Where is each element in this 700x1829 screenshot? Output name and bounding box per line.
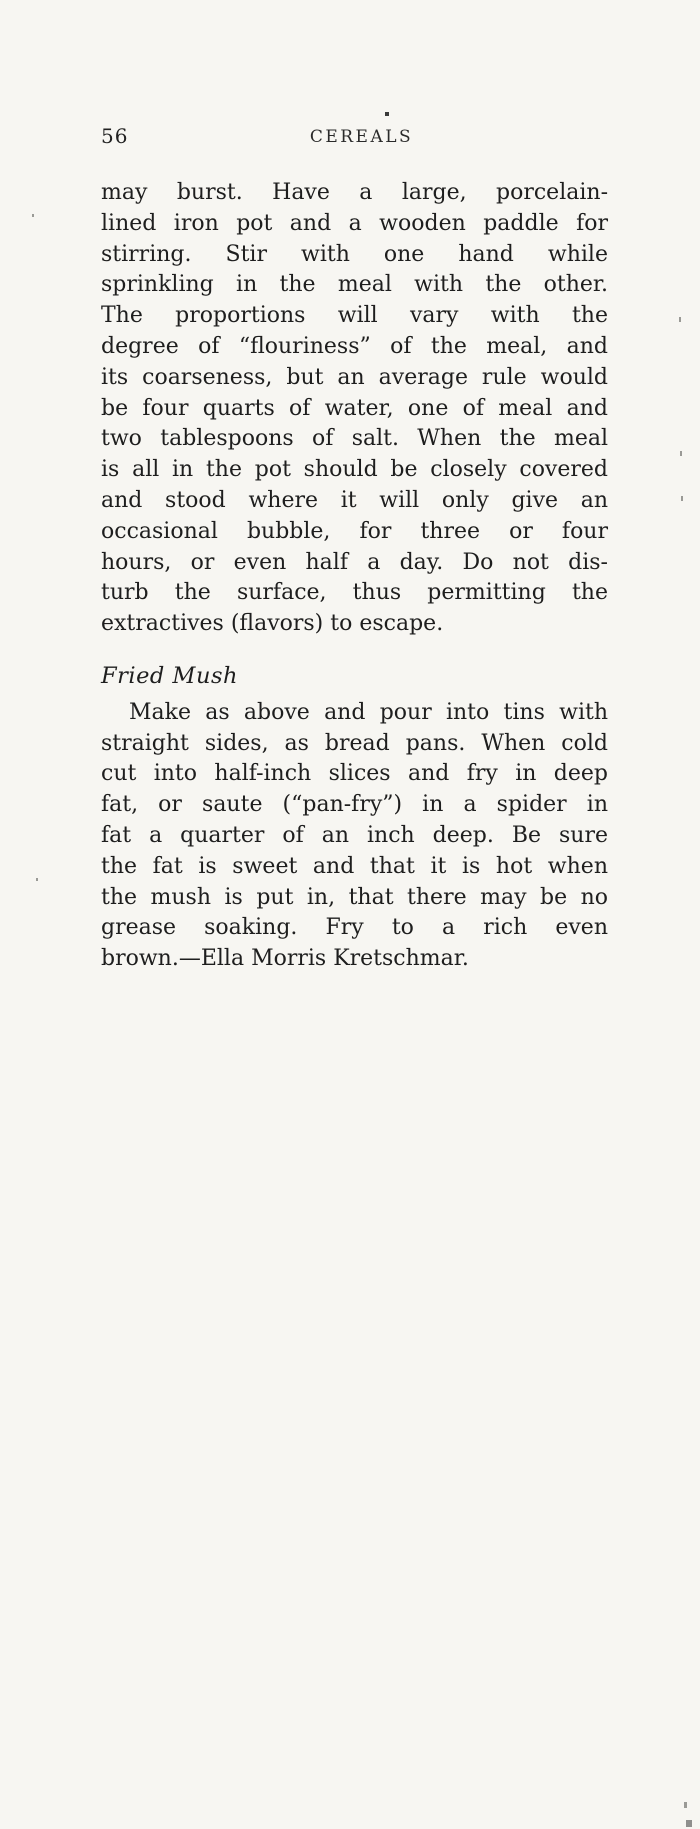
text-line: and stood where it will only give an — [101, 487, 608, 513]
text-line: degree of “flouriness” of the meal, and — [101, 333, 608, 359]
scan-speck — [679, 317, 681, 322]
text-line: extractives (flavors) to escape. — [101, 611, 444, 637]
text-line: sprinkling in the meal with the other. — [101, 272, 608, 298]
text-line: grease soaking. Fry to a rich even — [101, 915, 608, 941]
text-line: its coarseness, but an average rule would — [101, 364, 608, 390]
scan-speck — [684, 1802, 687, 1808]
scan-speck — [36, 878, 38, 881]
text-line: brown.—Ella Morris Kretschmar. — [101, 946, 469, 972]
text-line: Make as above and pour into tins with — [129, 699, 608, 725]
scan-speck — [681, 496, 683, 501]
text-line: straight sides, as bread pans. When cold — [101, 730, 608, 756]
text-line: two tablespoons of salt. When the meal — [101, 426, 608, 452]
text-line: stirring. Stir with one hand while — [101, 241, 608, 267]
paragraph-mush-continued — [101, 178, 608, 640]
text-line: cut into half-inch slices and fry in deep — [101, 761, 608, 787]
scan-speck — [32, 214, 34, 217]
text-line: the mush is put in, that there may be no — [101, 884, 608, 910]
running-head-title: CEREALS — [309, 127, 414, 147]
text-line: the fat is sweet and that it is hot when — [101, 853, 608, 879]
text-line: The proportions will vary with the — [101, 303, 608, 329]
text-line: be four quarts of water, one of meal and — [101, 395, 608, 421]
recipe-heading-fried-mush: Fried Mush — [101, 662, 239, 689]
text-line: fat a quarter of an inch deep. Be sure — [101, 822, 608, 848]
text-line: occasional bubble, for three or four — [101, 518, 608, 544]
text-line: lined iron pot and a wooden paddle for — [101, 210, 608, 236]
scan-speck — [686, 1820, 692, 1827]
page-number: 56 — [101, 124, 129, 148]
text-line: fat, or saute (“pan-fry”) in a spider in — [101, 792, 608, 818]
page-body-text — [101, 178, 608, 975]
text-line: hours, or even half a day. Do not dis- — [101, 549, 608, 575]
scan-speck — [680, 451, 682, 456]
paragraph-fried-mush — [101, 698, 608, 975]
text-line: is all in the pot should be closely covered — [101, 457, 608, 483]
text-line: turb the surface, thus permitting the — [101, 580, 608, 606]
scan-speck — [385, 112, 389, 116]
text-line: may burst. Have a large, porcelain- — [101, 180, 608, 205]
page-header — [101, 124, 608, 150]
